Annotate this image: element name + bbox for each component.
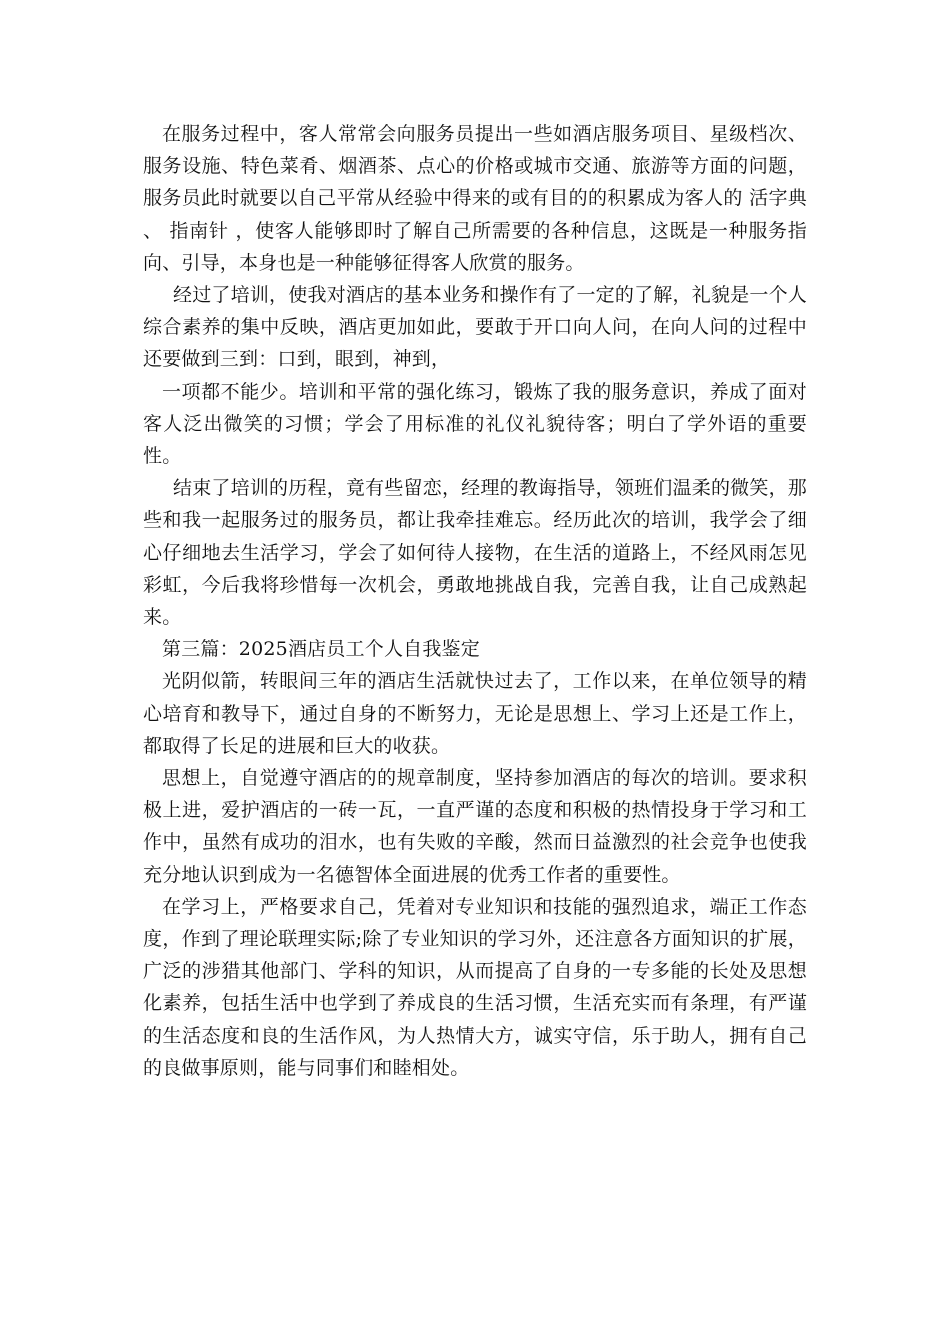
paragraph-three-years: 光阴似箭，转眼间三年的酒店生活就快过去了，工作以来，在单位领导的精心培育和教导下，通过自身的不断努力，无论是思想上、学习上还是工作上，都取得了长足的进展和巨大的收获。 [143,670,807,757]
paragraph-practice: 一项都不能少。培训和平常的强化练习，锻炼了我的服务意识，养成了面对客人泛出微笑的习惯；学会了用标准的礼仪礼貌待客；明白了学外语的重要性。 [143,380,807,468]
paragraph-thought: 思想上，自觉遵守酒店的的规章制度，坚持参加酒店的每次的培训。要求积极上进，爱护酒店的一砖一瓦，一直严谨的态度和积极的热情投身于学习和工作中，虽然有成功的泪水，也有失败的辛酸，然而日益激烈的社会竞争也使我充分地认识到成为一名德智体全面进展的优秀工作者的重要性。 [143,767,807,886]
paragraph-training-manners: 经过了培训，使我对酒店的基本业务和操作有了一定的了解，礼貌是一个人综合素养的集中反映，酒店更加如此，要敢于开口向人问，在向人问的过程中还要做到三到：口到，眼到，神到， [143,284,807,371]
section-heading: 第三篇：2025酒店员工个人自我鉴定 [162,638,480,661]
paragraph-study: 在学习上，严格要求自己，凭着对专业知识和技能的强烈追求，端正工作态度，作到了理论联理实际;除了专业知识的学习外，还注意各方面知识的扩展，广泛的涉猎其他部门、学科的知识，从而提高了自身的一专多能的长处及思想化素养，包括生活中也学到了养成良的生活习惯，生活充实而有条理，有严谨的生活态度和良的生活作风，为人热情大方，诚实守信，乐于助人，拥有自己的良做事原则，能与同事们和睦相处。 [143,895,807,1079]
paragraph-training-end: 结束了培训的历程，竟有些留恋，经理的教诲指导，领班们温柔的微笑，那些和我一起服务过的服务员，都让我牵挂难忘。经历此次的培训，我学会了细心仔细地去生活学习，学会了如何待人接物，在生活的道路上，不经风雨怎见彩虹，今后我将珍惜每一次机会，勇敢地挑战自我，完善自我，让自己成熟起来。 [143,477,807,629]
document-body [143,118,807,1084]
paragraph-service-info: 在服务过程中，客人常常会向服务员提出一些如酒店服务项目、星级档次、服务设施、特色菜肴、烟酒茶、点心的价格或城市交通、旅游等方面的问题，服务员此时就要以自己平常从经验中得来的或有目的的积累成为客人的 活字典 、 指南针 ，使客人能够即时了解自己所需要的各种信息，这既是一种服务指向、引导，本身也是一种能够征得客人欣赏的服务。 [143,123,807,274]
